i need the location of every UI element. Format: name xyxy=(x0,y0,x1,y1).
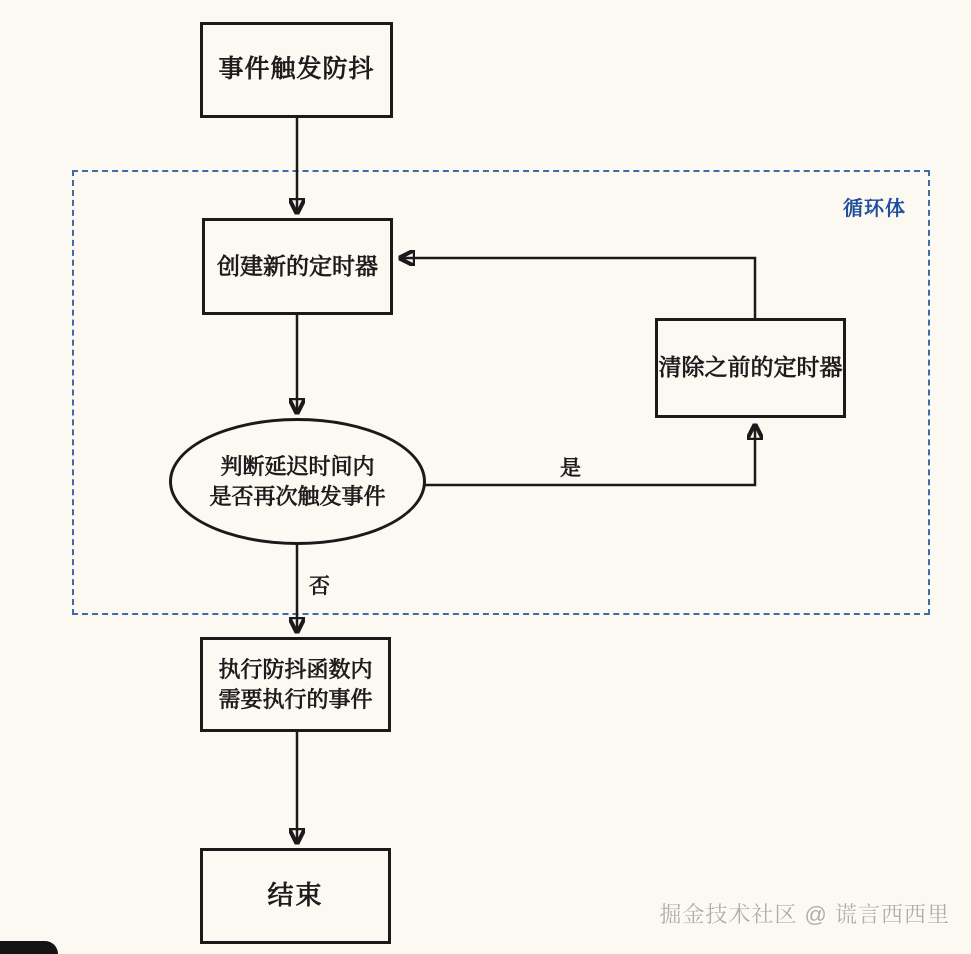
loop-body-label: 循环体 xyxy=(843,198,906,220)
node-label: 事件触发防抖 xyxy=(218,55,375,84)
node-label: 清除之前的定时器 xyxy=(658,354,843,381)
node-decision-retrigger-within-delay xyxy=(169,418,426,545)
bottom-left-corner-shape xyxy=(0,941,58,954)
node-execute-debounced-events xyxy=(200,637,391,732)
edge-label-yes: 是 xyxy=(560,457,581,480)
node-label-line1: 执行防抖函数内 xyxy=(218,656,373,682)
node-end xyxy=(200,848,391,944)
edge-label-no: 否 xyxy=(309,575,330,598)
node-label: 结束 xyxy=(267,880,324,911)
node-label-line2: 需要执行的事件 xyxy=(218,686,373,712)
node-label-line2: 是否再次触发事件 xyxy=(209,483,386,509)
node-clear-previous-timer xyxy=(655,318,846,418)
node-label-line1: 判断延迟时间内 xyxy=(220,453,375,479)
node-label: 创建新的定时器 xyxy=(217,252,378,279)
node-create-new-timer xyxy=(202,218,393,315)
node-event-trigger-debounce xyxy=(200,22,393,118)
watermark-text: 掘金技术社区 @ 谎言西西里 xyxy=(659,902,950,927)
